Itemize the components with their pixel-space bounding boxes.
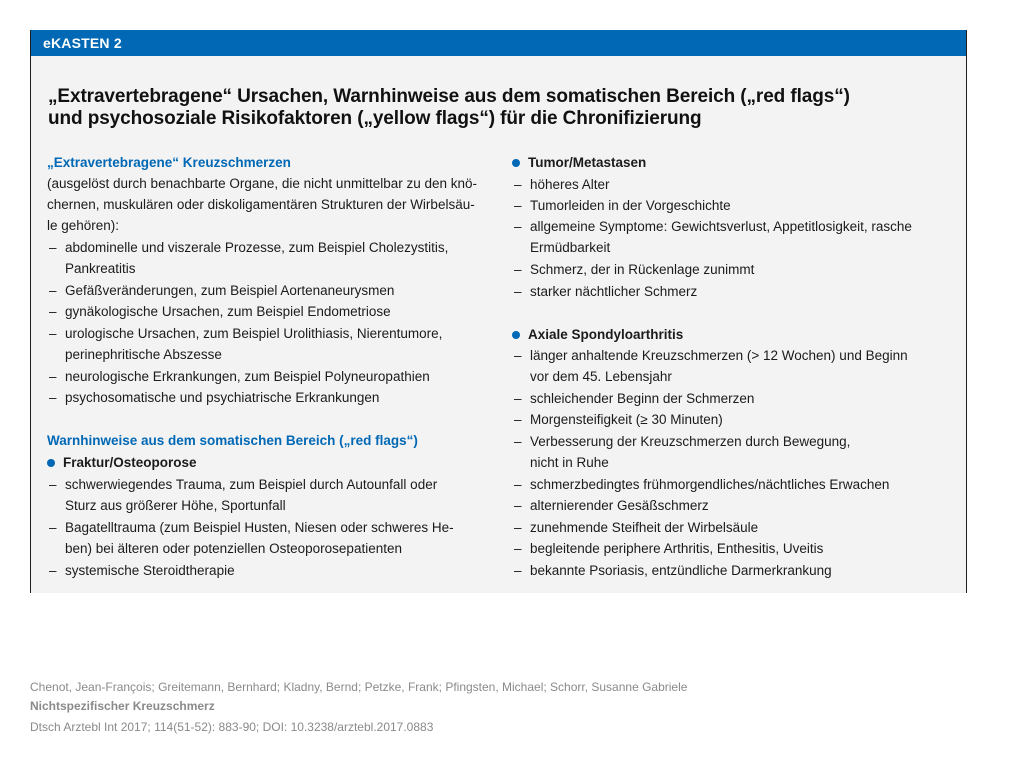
list-item: länger anhaltende Kreuzschmerzen (> 12 Wochen) und Beginn: [530, 348, 908, 363]
dash-bullet: –: [514, 177, 522, 192]
dash-bullet: –: [514, 520, 522, 535]
list-item: begleitende periphere Arthritis, Enthesitis, Uveitis: [530, 541, 824, 556]
box-border-right: [966, 30, 967, 593]
dash-bullet: –: [514, 198, 522, 213]
list-item: Tumorleiden in der Vorgeschichte: [530, 198, 731, 213]
box-header-bar: [30, 30, 966, 56]
list-item-continuation: Sturz aus größerer Höhe, Sportunfall: [65, 498, 286, 513]
dash-bullet: –: [49, 283, 57, 298]
list-item: Bagatelltrauma (zum Beispiel Husten, Niesen oder schweres He-: [65, 520, 454, 535]
list-item: psychosomatische und psychiatrische Erkrankungen: [65, 390, 380, 405]
citation-title: Nichtspezifischer Kreuzschmerz: [30, 699, 215, 713]
intro-line: (ausgelöst durch benachbarte Organe, die nicht unmittelbar zu den knö-: [47, 176, 478, 191]
list-item: Verbesserung der Kreuzschmerzen durch Bewegung,: [530, 434, 851, 449]
box-title-line-2: und psychosoziale Risikofaktoren („yellow flags“) für die Chronifizierung: [48, 108, 702, 129]
list-item: schmerzbedingtes frühmorgendliches/nächtliches Erwachen: [530, 477, 890, 492]
list-item: schleichender Beginn der Schmerzen: [530, 391, 755, 406]
dash-bullet: –: [514, 412, 522, 427]
dash-bullet: –: [514, 391, 522, 406]
citation-authors: Chenot, Jean-François; Greitemann, Bernhard; Kladny, Bernd; Petzke, Frank; Pfingsten, Michael; Schorr, Susanne Gabriele: [30, 680, 688, 694]
list-item: gynäkologische Ursachen, zum Beispiel Endometriose: [65, 304, 391, 319]
dash-bullet: –: [514, 284, 522, 299]
section-heading-red-flags: Warnhinweise aus dem somatischen Bereich („red flags“): [47, 433, 418, 448]
list-item: Schmerz, der in Rückenlage zunimmt: [530, 262, 755, 277]
dash-bullet: –: [49, 304, 57, 319]
dash-bullet: –: [49, 240, 57, 255]
box-title-line-1: „Extravertebragene“ Ursachen, Warnhinweise aus dem somatischen Bereich („red flags“): [48, 86, 850, 107]
subheading-fraktur: Fraktur/Osteoporose: [63, 455, 197, 470]
dash-bullet: –: [514, 498, 522, 513]
bullet-dot-icon: [512, 331, 520, 339]
dash-bullet: –: [514, 262, 522, 277]
info-box: [30, 30, 966, 593]
dash-bullet: –: [49, 390, 57, 405]
list-item: urologische Ursachen, zum Beispiel Urolithiasis, Nierentumore,: [65, 326, 443, 341]
bullet-dot-icon: [47, 459, 55, 467]
dash-bullet: –: [49, 477, 57, 492]
citation-source: Dtsch Arztebl Int 2017; 114(51-52): 883-90; DOI: 10.3238/arztebl.2017.0883: [30, 720, 434, 734]
list-item-continuation: Ermüdbarkeit: [530, 240, 611, 255]
list-item: bekannte Psoriasis, entzündliche Darmerkrankung: [530, 563, 832, 578]
bullet-dot-icon: [512, 159, 520, 167]
dash-bullet: –: [514, 348, 522, 363]
subheading-tumor: Tumor/Metastasen: [528, 155, 647, 170]
list-item: allgemeine Symptome: Gewichtsverlust, Appetitlosigkeit, rasche: [530, 219, 912, 234]
dash-bullet: –: [514, 541, 522, 556]
list-item: neurologische Erkrankungen, zum Beispiel Polyneuropathien: [65, 369, 430, 384]
list-item-continuation: perinephritische Abszesse: [65, 347, 222, 362]
list-item-continuation: nicht in Ruhe: [530, 455, 609, 470]
list-item-continuation: Pankreatitis: [65, 261, 136, 276]
list-item: Morgensteifigkeit (≥ 30 Minuten): [530, 412, 723, 427]
box-label: eKASTEN 2: [43, 35, 122, 51]
dash-bullet: –: [514, 563, 522, 578]
list-item: starker nächtlicher Schmerz: [530, 284, 698, 299]
list-item: zunehmende Steifheit der Wirbelsäule: [530, 520, 759, 535]
list-item-continuation: ben) bei älteren oder potenziellen Osteoporosepatienten: [65, 541, 402, 556]
intro-line: le gehören):: [47, 218, 120, 233]
dash-bullet: –: [514, 477, 522, 492]
subheading-axial: Axiale Spondyloarthritis: [528, 327, 684, 342]
dash-bullet: –: [49, 520, 57, 535]
dash-bullet: –: [49, 326, 57, 341]
intro-line: chernen, muskulären oder diskoligamentären Strukturen der Wirbelsäu-: [47, 197, 475, 212]
section-heading-extravertebragene: „Extravertebragene“ Kreuzschmerzen: [47, 155, 291, 170]
list-item: Gefäßveränderungen, zum Beispiel Aortenaneurysmen: [65, 283, 395, 298]
dash-bullet: –: [49, 369, 57, 384]
dash-bullet: –: [514, 219, 522, 234]
list-item: alternierender Gesäßschmerz: [530, 498, 709, 513]
list-item: abdominelle und viszerale Prozesse, zum Beispiel Cholezystitis,: [65, 240, 449, 255]
list-item-continuation: vor dem 45. Lebensjahr: [530, 369, 672, 384]
box-border-left: [30, 30, 31, 593]
dash-bullet: –: [514, 434, 522, 449]
list-item: höheres Alter: [530, 177, 610, 192]
dash-bullet: –: [49, 563, 57, 578]
list-item: systemische Steroidtherapie: [65, 563, 235, 578]
list-item: schwerwiegendes Trauma, zum Beispiel durch Autounfall oder: [65, 477, 438, 492]
